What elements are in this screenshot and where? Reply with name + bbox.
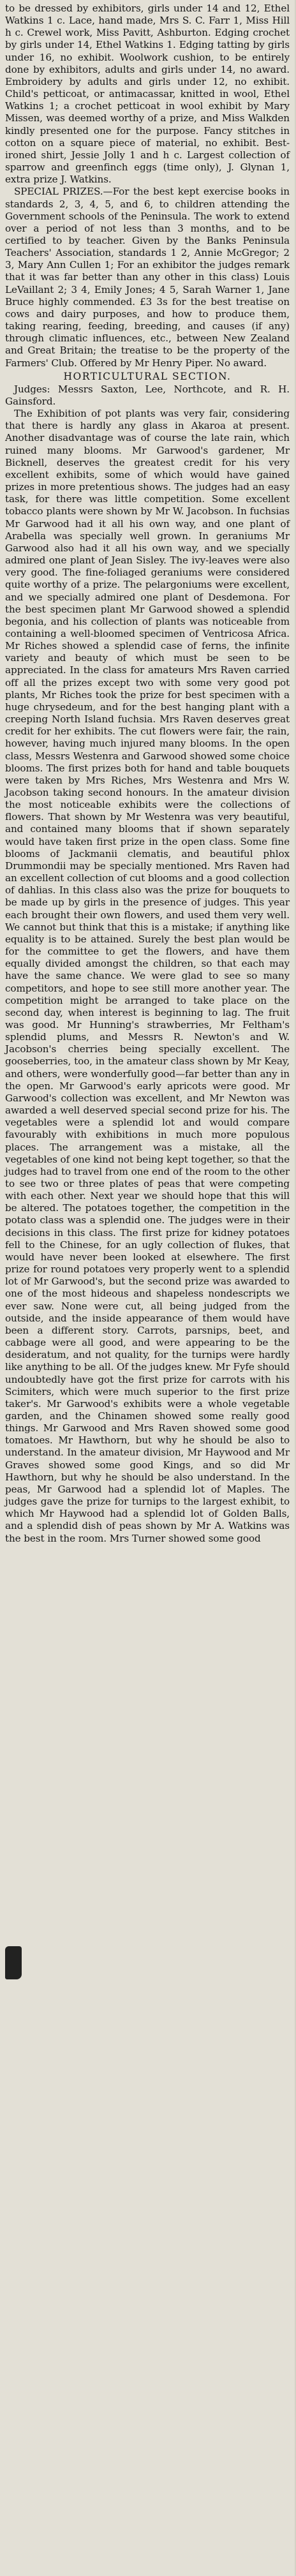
intro-paragraph: to be dressed by exhibitors, girls under 14 and 12, Ethel Watkins 1 c. Lace, hand made, Mrs S. C. Farr 1, Miss Hill h c. Crewel work, Miss Pavitt, Ashburton. Edging crochet by girls under 14, Ethel Watkins 1. Edging tatting by girls under 16, no exhibit. Woolwork cushion, to be entirely done by exhibitors, adults and girls under 14, no award. Embroidery by adults and girls under 12, no exhibit. Child's petticoat, or antimacassar, knitted in wool, Ethel Watkins 1; a crochet petticoat in wool exhibit by Mary Missen, was deemed worthy of a prize, and Miss Walkden kindly presented one for the purpose. Fancy stitches in cotton on a square piece of material, no exhibit. Best-ironed shirt, Jessie Jolly 1 and h c. Largest collection of sparrow and greenfinch eggs (time only), J. Glynan 1, extra prize J. Watkins. — [5, 3, 290, 186]
article-column — [5, 3, 290, 1545]
body-paragraph: The Exhibition of pot plants was very fair, considering that there is hardly any glass in Akaroa at present. Another disadvantage was of course the late rain, which ruined many blooms. Mr Garwood's gardener, Mr Bicknell, deserves the greatest credit for his very excellent exhibits, some of which would have gained prizes in more pretentious shows. The judges had an easy task, for there was little competition. Some excellent tobacco plants were shown by Mr W. Jacobson. In fuchsias Mr Garwood had it all his own way, and one plant of Arabella was specially well grown. In geraniums Mr Garwood also had it all his own way, and we specially admired one plant of Jean Sisley. The ivy-leaves were also very good. The fine-foliaged geraniums were considered quite worthy of a prize. The pelargoniums were excellent, and we specially admired one plant of Desdemona. For the best specimen plant Mr Garwood showed a splendid begonia, and his collection of plants was noticeable from containing a well-bloomed specimen of Ventricosa Africa. Mr Riches showed a splendid case of ferns, the infinite variety and beauty of which must be seen to be appreciated. In the class for amateurs Mrs Raven carried off all the prizes except two with some very good pot plants, Mr Riches took the prize for best specimen with a huge chrysedeum, and for the best hanging plant with a creeping North Island fuchsia. Mrs Raven deserves great credit for her exhibits. The cut flowers were fair, the rain, however, having much injured many blooms. In the open class, Messrs Westenra and Garwood showed some choice blooms. The first prizes both for hand and table bouquets were taken by Mrs Riches, Mrs Westenra and Mrs W. Jacobson taking second honours. In the amateur division the most noticeable exhibits were the collections of flowers. That shown by Mr Westenra was very beautiful, and contained many blooms that if shown separately would have taken first prize in the open class. Some fine blooms of Jackmanii clematis, and beautiful phlox Drummondii may be specially mentioned. Mrs Raven had an excellent collection of cut blooms and a good collection of dahlias. In this class also was the prize for bouquets to be made up by girls in the presence of judges. This year each brought their own flowers, and used them very well. We cannot but think that this is a mistake; if anything like equality is to be attained. Surely the best plan would be for the committee to get the flowers, and have them equally divided amongst the children, so that each may have the same chance. We were glad to see so many competitors, and hope to see still more another year. The competition might be arranged to take place on the second day, when interest is beginning to lag. The fruit was good. Mr Hunning's strawberries, Mr Feltham's splendid plums, and Messrs R. Newton's and W. Jacobson's cherries being specially excellent. The gooseberries, too, in the amateur class shown by Mr Keay, and others, were wonderfully good—far better than any in the open. Mr Garwood's early apricots were good. Mr Garwood's collection was excellent, and Mr Newton was awarded a well deserved special second prize for his. The vegetables were a splendid lot and would compare favourably with exhibitions in much more populous places. The arrangement was a mistake, all the vegetables of one kind not being kept together, so that the judges had to travel from one end of the room to the other to see two or three plates of peas that were competing with each other. Next year we should hope that this will be altered. The potatoes together, the competition in the potato class was a splendid one. The judges were in their decisions in this class. The first prize for kidney potatoes fell to the Chinese, for an ugly collection of flukes, that would have never been looked at elsewhere. The first prize for round potatoes very properly went to a splendid lot of Mr Garwood's, but the second prize was awarded to one of the most hideous and shapeless nondescripts we ever saw. None were cut, all being judged from the outside, and the inside appearance of them would have been a different story. Carrots, parsnips, beet, and cabbage were all good, and were appearing to be the desideratum, and not quality, for the turnips were hardly like anything to be all. Of the judges knew. Mr Fyfe should undoubtedly have got the first prize for carrots with his Scimiters, which were much superior to the first prize taker's. Mr Garwood's exhibits were a whole vegetable garden, and the Chinamen showed some really good things. Mr Garwood and Mrs Raven showed some good tomatoes. Mr Hawthorn, but why he should be also to understand. In the amateur division, Mr Haywood and Mr Graves showed some good Kings, and so did Mr Hawthorn, but why he should be also understand. In the peas, Mr Garwood had a splendid lot of Maples. The judges gave the prize for turnips to the largest exhibit, to which Mr Haywood had a splendid lot of Golden Balls, and a splendid dish of peas shown by Mr A. Watkins was the best in the room. Mrs Turner showed some good — [5, 408, 290, 1544]
ink-smudge — [5, 1946, 22, 1979]
section-heading: HORTICULTURAL SECTION. — [63, 370, 232, 382]
judges-paragraph: Judges: Messrs Saxton, Lee, Northcote, and R. H. Gainsford. — [5, 383, 290, 407]
special-prizes-paragraph: SPECIAL PRIZES.—For the best kept exercise books in standards 2, 3, 4, 5, and 6, to children attending the Government schools of the Peninsula. The work to extend over a period of not less than 3 months, and to be certified to by teacher. Given by the Banks Peninsula Teachers' Association, standards 1 2, Annie McGregor; 2 3, Mary Ann Cullen 1; For an exhibitor the judges remark that it was far better than any other in this class) Louis LeVaillant 2; 3 4, Emily Jones; 4 5, Sarah Warner 1, Jane Bruce highly commended. £3 3s for the best treatise on cows and dairy purposes, and how to produce them, taking rearing, feeding, breeding, and causes (if any) through climatic influences, etc., between New Zealand and Great Britain; the treatise to be the property of the Farmers' Club. Offered by Mr Henry Piper. No award. — [5, 186, 290, 369]
